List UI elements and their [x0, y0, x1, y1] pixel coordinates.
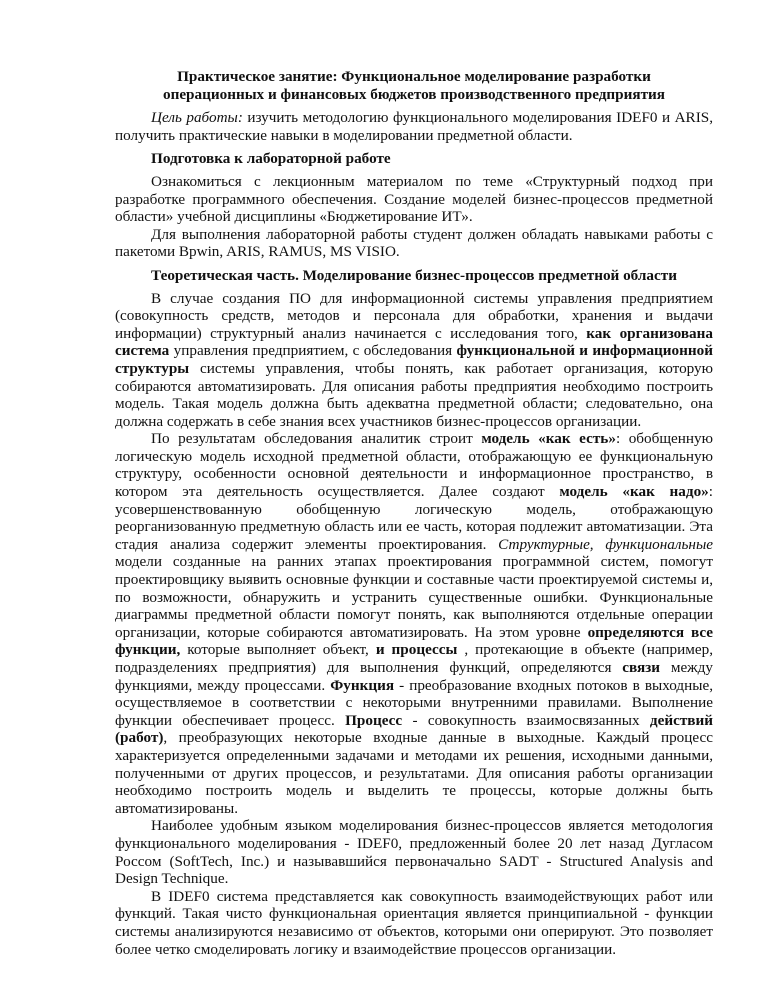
- text-run: - преобразование входных потоков в выходные, осуществляемое в соответствии с некоторыми внутренними правилами. Выполнение функции обеспечивает процесс.: [115, 676, 713, 729]
- bold-run: действий (работ): [115, 711, 713, 747]
- theory-paragraph-3: Наиболее удобным языком моделирования бизнес-процессов является методология функционального моделирования - IDEF0, предложенный более 20 лет назад Дугласом Россом (SoftTech, Inc.) и называвшийся первоначально SADT - Structured Analysis and Design Technique.: [115, 817, 713, 888]
- prep-heading: Подготовка к лабораторной работе: [151, 150, 391, 168]
- theory-paragraph-4: В IDEF0 система представляется как совокупность взаимодействующих работ или функций. Такая чисто функциональная ориентация является принципиальной - функции системы анализируются независимо от объектов, которыми они оперируют. Это позволяет более четко смоделировать логику и взаимодействие процессов организации.: [115, 887, 713, 958]
- prep-paragraph-1: Ознакомиться с лекционным материалом по теме «Структурный подход при разработке программного обеспечения. Создание моделей бизнес-процессов предметной области» учебной дисциплины «Бюджетирование ИТ».: [115, 172, 713, 226]
- text-run: между функциями, между процессами.: [115, 659, 713, 694]
- goal-label: Цель работы:: [151, 109, 243, 127]
- goal-text: изучить методологию функционального моделирования IDEF0 и ARIS, получить практические навыки в моделировании предметной области.: [115, 109, 713, 144]
- goal-paragraph: [115, 109, 713, 144]
- text-run: которые выполняет объект,: [180, 641, 376, 659]
- text-run: : усовершенствованную обобщенную логическую модель, отображающую реорганизованную предметную область или ее часть, которая подлежит автоматизации. Эта стадия анализа содержит элементы проектирования.: [115, 483, 714, 553]
- bold-run: Функция: [330, 676, 395, 694]
- text-run: В случае создания ПО для информационной системы управления предприятием (совокупность средств, методов и персонала для обработки, хранения и выдачи информации) структурный анализ начинается с исследования того,: [115, 289, 713, 342]
- bold-run: функциональной и информационной структуры: [115, 342, 713, 377]
- text-run: управления предприятием, с обследования: [169, 342, 457, 360]
- bold-run: модель «как есть»: [481, 430, 616, 448]
- title-line-1: Практическое занятие: Функциональное моделирование разработки: [177, 68, 651, 85]
- prep-paragraph-2: Для выполнения лабораторной работы студент должен обладать навыками работы с пакетоми Bpwin, ARIS, RAMUS, MS VISIO.: [115, 225, 713, 261]
- bold-run: Процесс: [345, 711, 403, 729]
- italic-run: Структурные, функциональные: [498, 535, 713, 553]
- bold-run: модель «как надо»: [559, 483, 709, 501]
- bold-run: и процессы: [375, 641, 458, 659]
- text-run: : обобщенную логическую модель исходной предметной области, отображающую ее функциональную структуру, особенности основной деятельности и информационное пространство, в котором эта деятельность осуществляется. Далее создают: [115, 430, 713, 501]
- text-run: , протекающие в объекте (например, подразделениях предприятия) для выполнения функций, определяются: [115, 641, 714, 676]
- text-run: системы управления, чтобы понять, как работает организация, которую собираются автоматизировать. Для описания работы предприятия необходимо построить модель. Такая модель должна быть адекватна предметной области; следовательно, она должна содержать в себе знания всех участников бизнес-процессов организации.: [115, 359, 713, 430]
- bold-run: определяются все функции,: [115, 623, 713, 659]
- theory-paragraph-2: [115, 430, 713, 817]
- text-run: - совокупность взаимосвязанных: [402, 711, 650, 729]
- theory-heading: Теоретическая часть. Моделирование бизнес-процессов предметной области: [151, 266, 677, 284]
- text-run: По результатам обследования аналитик строит: [151, 430, 482, 448]
- title-line-2: операционных и финансовых бюджетов производственного предприятия: [162, 85, 666, 103]
- text-run: модели созданные на ранних этапах проектирования программной систем, помогут проектировщику выявить основные функции и составные части проектируемой системы и, по возможности, обнаружить и устранить существенные ошибки. Функциональные диаграммы предметной области помогут понять, как выполняются отдельные операции организации, которые собираются автоматизировать. На этом уровне: [115, 553, 713, 641]
- theory-paragraph-1: [115, 290, 713, 431]
- bold-run: связи: [622, 659, 661, 676]
- document-page: [115, 68, 713, 958]
- page-title: [115, 68, 713, 103]
- text-run: , преобразующих некоторые входные данные в выходные. Каждый процесс характеризуется определенными задачами и методами их решения, исходными данными, полученными от других процессов, и результатами. Для описания работы организации необходимо построить модель и выделить те процессы, которые должны быть автоматизированы.: [115, 729, 713, 817]
- bold-run: как организована система: [115, 324, 713, 360]
